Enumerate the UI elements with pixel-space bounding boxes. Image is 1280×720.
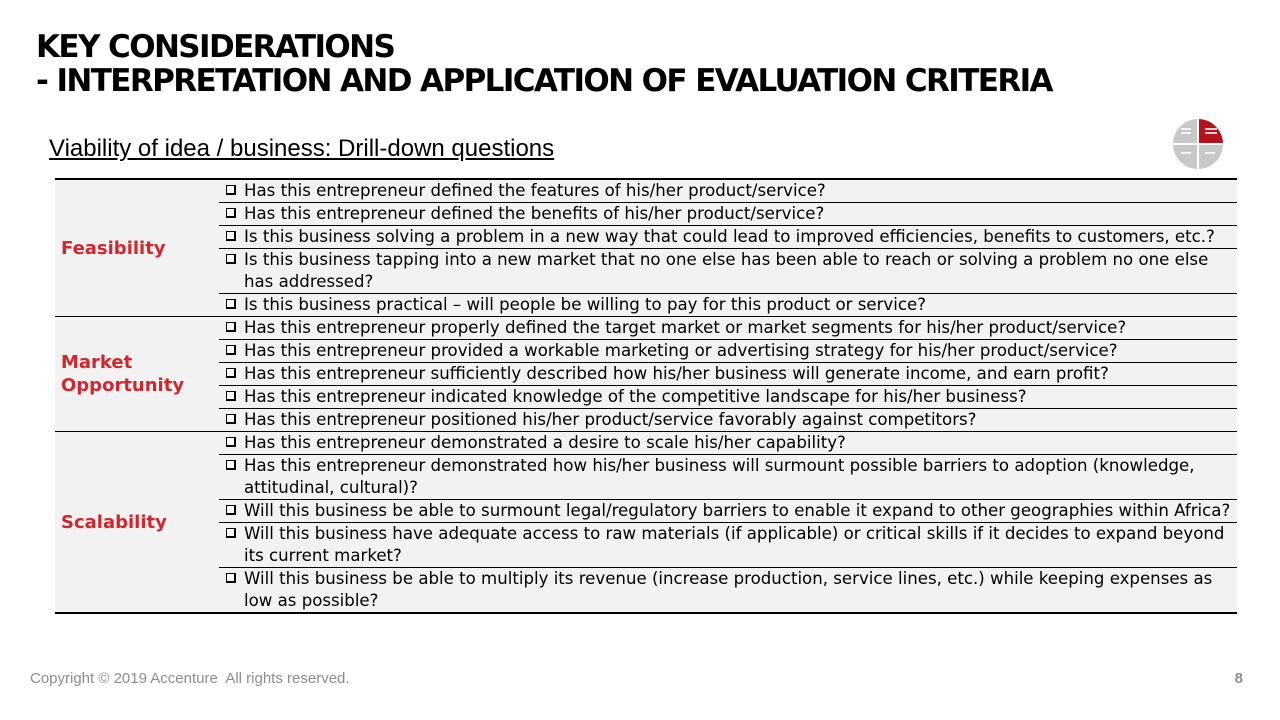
question-text: Will this business be able to multiply its revenue (increase production, service lines, etc.) while keeping expenses as low as possible?	[244, 569, 1213, 610]
question-row	[219, 180, 1237, 202]
checkbox-icon	[219, 568, 241, 583]
question-row	[219, 432, 1237, 454]
question-text: Is this business solving a problem in a new way that could lead to improved efficiencies, benefits to customers, etc.?	[244, 227, 1215, 246]
checkbox-icon	[219, 180, 241, 195]
checkbox-icon	[219, 409, 241, 424]
question-row	[219, 317, 1237, 339]
question-text: Has this entrepreneur demonstrated how his/her business will surmount possible barriers to adoption (knowledge, attitudinal, cultural)?	[244, 456, 1195, 497]
question-row	[219, 408, 1237, 431]
page-number: 8	[1234, 670, 1243, 687]
question-row	[219, 499, 1237, 522]
category-label: Market Opportunity	[61, 352, 185, 396]
question-row	[219, 339, 1237, 362]
question-row	[219, 248, 1237, 293]
criteria-section	[55, 316, 1237, 431]
checkbox-icon	[219, 500, 241, 515]
question-row	[219, 522, 1237, 567]
checkbox-icon	[219, 455, 241, 470]
title-line-1: KEY CONSIDERATIONS	[36, 29, 395, 65]
slide-title	[36, 30, 1052, 98]
question-text: Has this entrepreneur demonstrated a desire to scale his/her capability?	[244, 433, 846, 452]
question-list	[219, 180, 1237, 316]
quadrant-progress-icon	[1171, 116, 1223, 170]
question-row	[219, 362, 1237, 385]
question-row	[219, 225, 1237, 248]
section-subtitle: Viability of idea / business: Drill-down questions	[49, 135, 555, 162]
question-text: Has this entrepreneur indicated knowledge of the competitive landscape for his/her business?	[244, 387, 1027, 406]
category-label: Feasibility	[61, 237, 166, 259]
question-text: Has this entrepreneur properly defined the target market or market segments for his/her product/service?	[244, 318, 1127, 337]
checkbox-icon	[219, 203, 241, 218]
criteria-table	[55, 178, 1237, 614]
checkbox-icon	[219, 432, 241, 447]
question-row	[219, 454, 1237, 499]
question-text: Is this business tapping into a new market that no one else has been able to reach or solving a problem no one else has addressed?	[244, 250, 1209, 291]
question-row	[219, 202, 1237, 225]
category-label: Scalability	[61, 511, 167, 533]
checkbox-icon	[219, 340, 241, 355]
question-text: Is this business practical – will people be willing to pay for this product or service?	[244, 295, 926, 314]
checkbox-icon	[219, 317, 241, 332]
question-row	[219, 293, 1237, 316]
title-line-2: - INTERPRETATION AND APPLICATION OF EVALUATION CRITERIA	[36, 63, 1052, 99]
question-text: Has this entrepreneur defined the features of his/her product/service?	[244, 181, 826, 200]
copyright-notice: Copyright © 2019 Accenture All rights reserved.	[30, 670, 350, 687]
criteria-section	[55, 180, 1237, 316]
question-list	[219, 317, 1237, 431]
checkbox-icon	[219, 523, 241, 538]
question-text: Will this business be able to surmount legal/regulatory barriers to enable it expand to other geographies within Africa?	[244, 501, 1231, 520]
question-row	[219, 385, 1237, 408]
checkbox-icon	[219, 386, 241, 401]
criteria-section	[55, 431, 1237, 612]
question-text: Has this entrepreneur positioned his/her product/service favorably against competitors?	[244, 410, 977, 429]
question-list	[219, 432, 1237, 612]
checkbox-icon	[219, 226, 241, 241]
checkbox-icon	[219, 249, 241, 264]
question-text: Has this entrepreneur defined the benefits of his/her product/service?	[244, 204, 825, 223]
question-text: Has this entrepreneur sufficiently described how his/her business will generate income, and earn profit?	[244, 364, 1109, 383]
checkbox-icon	[219, 294, 241, 309]
question-text: Will this business have adequate access to raw materials (if applicable) or critical skills if it decides to expand beyond its current market?	[244, 524, 1225, 565]
question-text: Has this entrepreneur provided a workable marketing or advertising strategy for his/her product/service?	[244, 341, 1118, 360]
checkbox-icon	[219, 363, 241, 378]
question-row	[219, 567, 1237, 612]
